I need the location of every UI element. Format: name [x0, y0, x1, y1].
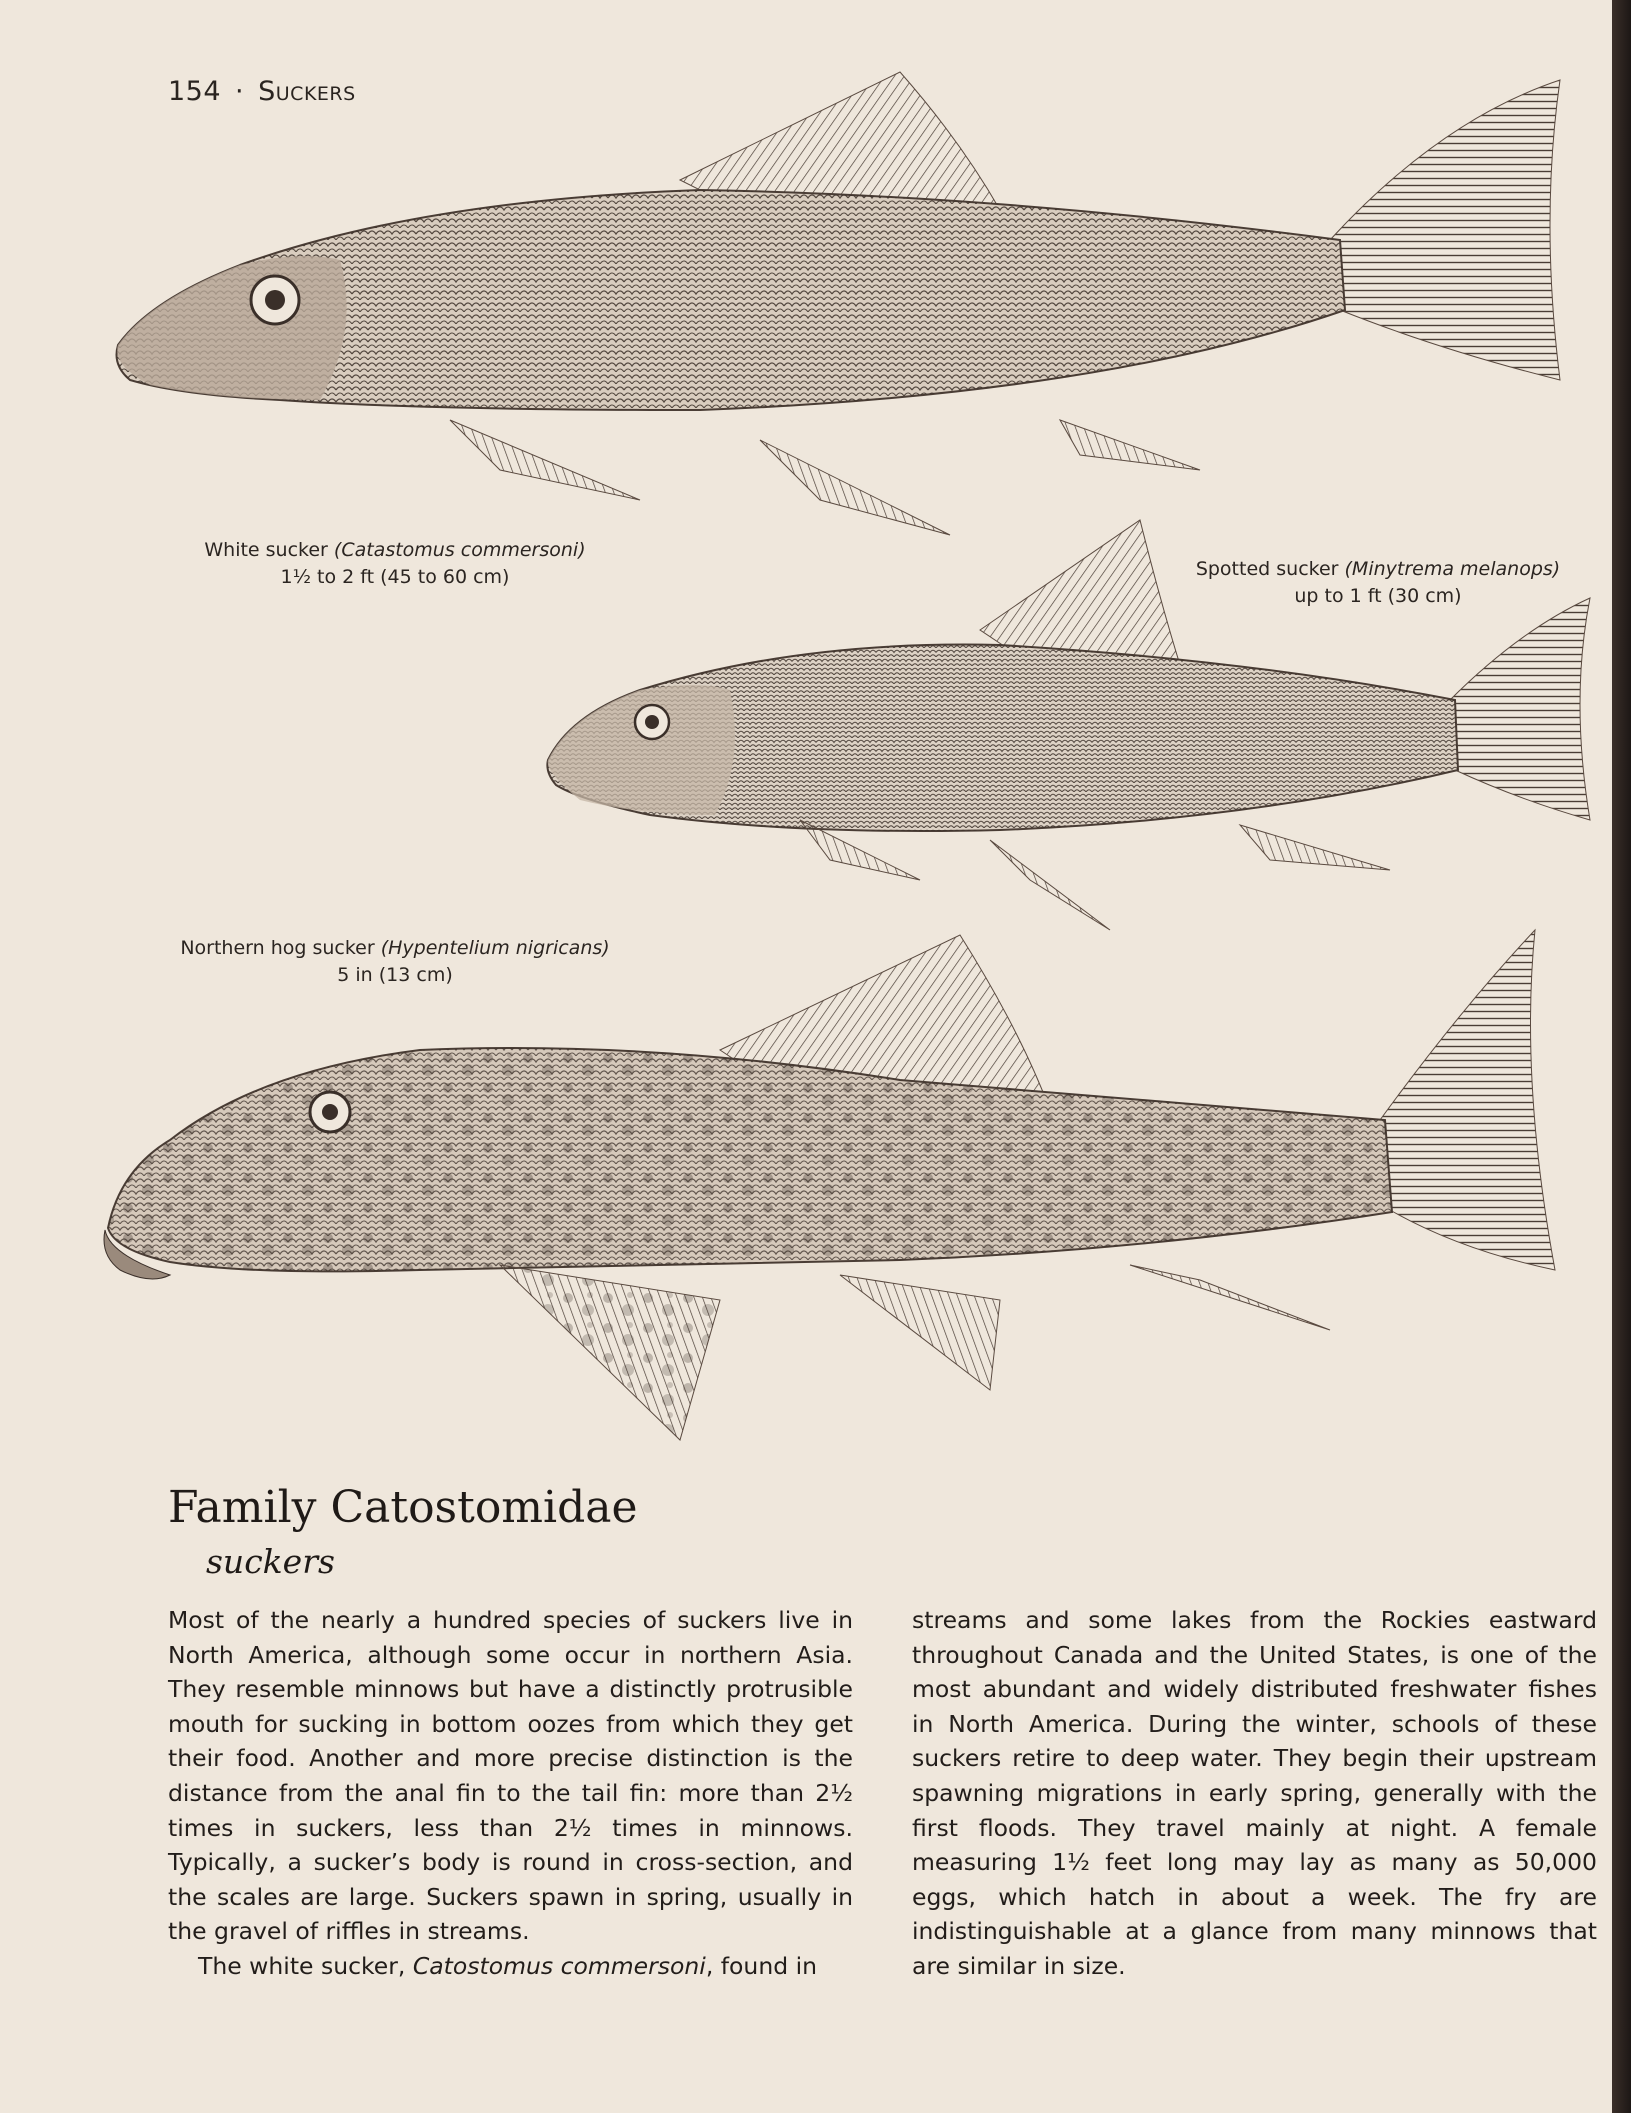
white-sucker-scientific-name: (Catastomus commersoni) — [333, 539, 586, 561]
body-paragraph-3: streams and some lakes from the Rockies eastward throughout Canada and the United States, is one of the most abundant and widely distributed freshwater fishes in North America. During the winter, schools of these suckers retire to deep water. They begin their upstream spawning migrations in early spring, generally with the first floods. They travel mainly at night. A female measuring 1½ feet long may lay as many as 50,000 eggs, which hatch in about a week. The fry are indistinguishable at a glance from many minnows that are similar in size. — [912, 1606, 1597, 1980]
hog-sucker-common-name: Northern hog sucker — [180, 937, 375, 959]
body-paragraph-2-tail: , found in — [705, 1951, 818, 1980]
family-common-name: suckers — [206, 1542, 335, 1581]
book-spine-edge — [1612, 0, 1631, 2113]
family-title: Family Catostomidae — [168, 1482, 638, 1533]
body-column-right — [912, 1603, 1597, 1984]
white-sucker-species-name: Catostomus commersoni — [412, 1951, 706, 1980]
body-column-left — [168, 1603, 853, 1984]
white-sucker-common-name: White sucker — [204, 539, 328, 561]
body-paragraph-1: Most of the nearly a hundred species of suckers live in North America, although some occur in northern Asia. They resemble minnows but have a distinctly protrusible mouth for sucking in bottom oozes from which they get their food. Another and more precise distinction is the distance from the anal fin to the tail fin: more than 2½ times in suckers, less than 2½ times in minnows. Typically, a sucker’s body is round in cross-section, and the scales are large. Suckers spawn in spring, usually in the gravel of riffles in streams. — [168, 1606, 853, 1946]
hog-sucker-illustration — [104, 930, 1555, 1440]
white-sucker-illustration — [117, 72, 1561, 535]
white-sucker-caption — [170, 537, 620, 591]
body-paragraph-2 — [168, 1949, 853, 1984]
white-sucker-size: 1½ to 2 ft (45 to 60 cm) — [280, 566, 510, 588]
hog-sucker-size: 5 in (13 cm) — [337, 964, 453, 986]
page-number: 154 — [168, 76, 222, 107]
hog-sucker-caption — [170, 935, 620, 989]
spotted-sucker-common-name: Spotted sucker — [1195, 558, 1339, 580]
section-title: Suckers — [258, 76, 356, 107]
spotted-sucker-size: up to 1 ft (30 cm) — [1294, 585, 1462, 607]
running-head-separator: · — [235, 76, 245, 107]
hog-sucker-scientific-name: (Hypentelium nigricans) — [380, 937, 610, 959]
spotted-sucker-caption — [1168, 556, 1588, 610]
spotted-sucker-scientific-name: (Minytrema melanops) — [1344, 558, 1561, 580]
body-paragraph-2-lead: The white sucker, — [198, 1951, 413, 1980]
